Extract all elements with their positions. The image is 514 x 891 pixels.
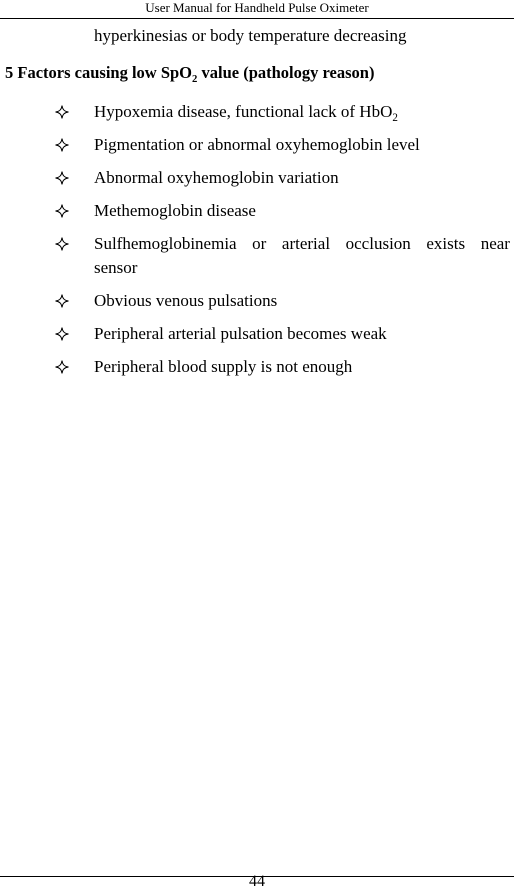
section-heading-post: value (pathology reason) [197,63,375,82]
four-pointed-star-icon [55,204,69,218]
list-item-text: Pigmentation or abnormal oxyhemoglobin level [94,135,420,154]
four-pointed-star-icon [55,294,69,308]
list-item-word: occlusion [345,234,411,253]
continuation-text: hyperkinesias or body temperature decreasing [94,26,407,45]
list-item-word: or [252,234,267,253]
list-item-label: Hypoxemia disease, functional lack of HbO [94,102,393,121]
section-heading-sub: 2 [192,72,198,85]
list-item-text: Obvious venous pulsations [94,291,278,310]
four-pointed-star-icon [55,327,69,341]
list-item-line [94,232,510,256]
list-item-text: Peripheral blood supply is not enough [94,357,353,376]
section-heading-pre: 5 Factors causing low SpO [5,63,193,82]
four-pointed-star-icon [55,138,69,152]
list-item-word: exists [426,234,466,253]
list-item-text [94,100,510,124]
list-item-word: near [480,234,510,253]
four-pointed-star-icon [55,237,69,251]
four-pointed-star-icon [55,105,69,119]
four-pointed-star-icon [55,360,69,374]
page-header [0,0,514,19]
list-item-text: Abnormal oxyhemoglobin variation [94,168,339,187]
list-item-subscript: 2 [392,111,398,124]
list-item-text: Peripheral arterial pulsation becomes weak [94,324,387,343]
page-number: 44 [249,873,265,890]
list-item-line: sensor [94,258,138,277]
four-pointed-star-icon [55,171,69,185]
list-item-text [94,232,510,280]
header-title: User Manual for Handheld Pulse Oximeter [145,0,369,15]
list-item-word: arterial [281,234,331,253]
section-heading [5,63,374,83]
list-item-text: Methemoglobin disease [94,201,256,220]
list-item-word: Sulfhemoglobinemia [94,234,237,253]
